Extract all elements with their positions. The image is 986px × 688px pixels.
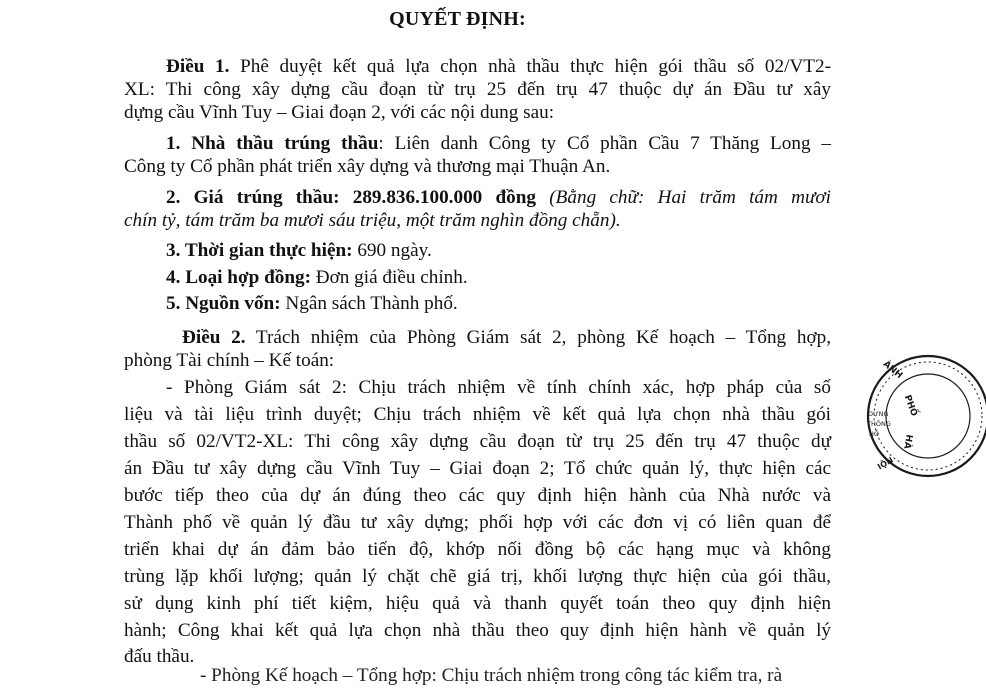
article-1-label: Điều 1.: [166, 56, 230, 77]
article-2-para-line: án Đầu tư xây dựng cầu Vĩnh Tuy – Giai đoạn 2; Tổ chức quản lý, thực hiện các: [124, 458, 831, 479]
seal-text: HỒ: [869, 430, 880, 438]
seal-text: IỘN: [876, 455, 895, 472]
article-1-line-1: Điều 1. Phê duyệt kết quả lựa chọn nhà thầu thực hiện gói thầu số 02/VT2-: [166, 56, 832, 77]
official-seal-icon: [866, 350, 986, 480]
item-2-price: 2. Giá trúng thầu: 289.836.100.000 đồng (Bằng chữ: Hai trăm tám mươi: [166, 187, 832, 208]
decision-title: QUYẾT ĐỊNH:: [389, 8, 526, 30]
seal-text: ÀNH: [880, 359, 905, 382]
item-4-contract-type: 4. Loại hợp đồng: Đơn giá điều chỉnh.: [166, 267, 468, 288]
seal-text: THÔNG: [867, 420, 891, 428]
item-1-contractor-line-2: Công ty Cổ phần phát triển xây dựng và thương mại Thuận An.: [124, 156, 611, 177]
item-2-price-line-2: chín tỷ, tám trăm ba mươi sáu triệu, một trăm nghìn đồng chẵn).: [124, 210, 621, 231]
article-1-line-3: dựng cầu Vĩnh Tuy – Giai đoạn 2, với các nội dung sau:: [124, 102, 555, 123]
seal-text: HÀ: [901, 433, 914, 450]
article-2-para-line: đấu thầu.: [124, 646, 195, 667]
cutoff-line-text: - Phòng Kế hoạch – Tổng hợp: Chịu trách nhiệm trong công tác kiểm tra, rà: [200, 665, 783, 686]
article-2-para-line: liệu và tài liệu trình duyệt; Chịu trách nhiệm về kết quả lựa chọn nhà thầu gói: [124, 404, 831, 425]
article-2-para-line: sử dụng kinh phí tiết kiệm, hiệu quả và thanh quyết toán theo quy định hiện: [124, 593, 831, 614]
cutoff-line: [0, 664, 915, 686]
article-2-para-line: - Phòng Giám sát 2: Chịu trách nhiệm về tính chính xác, hợp pháp của số: [166, 377, 831, 398]
article-2-para-line: bước tiếp theo của dự án đúng theo các quy định hiện hành của Nhà nước và: [124, 485, 831, 506]
item-5-funding: 5. Nguồn vốn: Ngân sách Thành phố.: [166, 293, 458, 314]
seal-text: DỰNG: [868, 410, 889, 418]
article-2-para-line: Thành phố về quản lý đầu tư xây dựng; phối hợp với các đơn vị có liên quan để: [124, 512, 831, 533]
article-2-line-2: phòng Tài chính – Kế toán:: [124, 350, 335, 371]
article-2-para-line: thầu số 02/VT2-XL: Thi công xây dựng cầu đoạn từ trụ 25 đến trụ 47 thuộc dự: [124, 431, 831, 452]
article-2-para-line: trùng lặp khối lượng; quản lý chặt chẽ giá trị, khối lượng thực hiện của gói thầu,: [124, 566, 831, 587]
item-1-contractor: 1. Nhà thầu trúng thầu: Liên danh Công ty Cổ phần Cầu 7 Thăng Long –: [166, 133, 831, 154]
article-2-para-line: hành; Công khai kết quả lựa chọn nhà thầu theo quy định hiện hành về quản lý: [124, 620, 831, 641]
article-2-para-line: triển khai dự án đảm bảo tiến độ, khớp nối đồng bộ các hạng mục và không: [124, 539, 831, 560]
seal-text: PHỐ: [901, 393, 919, 418]
article-2-line-1: Điều 2. Trách nhiệm của Phòng Giám sát 2, phòng Kế hoạch – Tổng hợp,: [182, 327, 832, 348]
article-1-line-2: XL: Thi công xây dựng cầu đoạn từ trụ 25 đến trụ 47 thuộc dự án Đầu tư xây: [124, 79, 831, 100]
article-2-label: Điều 2.: [182, 327, 246, 348]
item-3-duration: 3. Thời gian thực hiện: 690 ngày.: [166, 240, 432, 261]
